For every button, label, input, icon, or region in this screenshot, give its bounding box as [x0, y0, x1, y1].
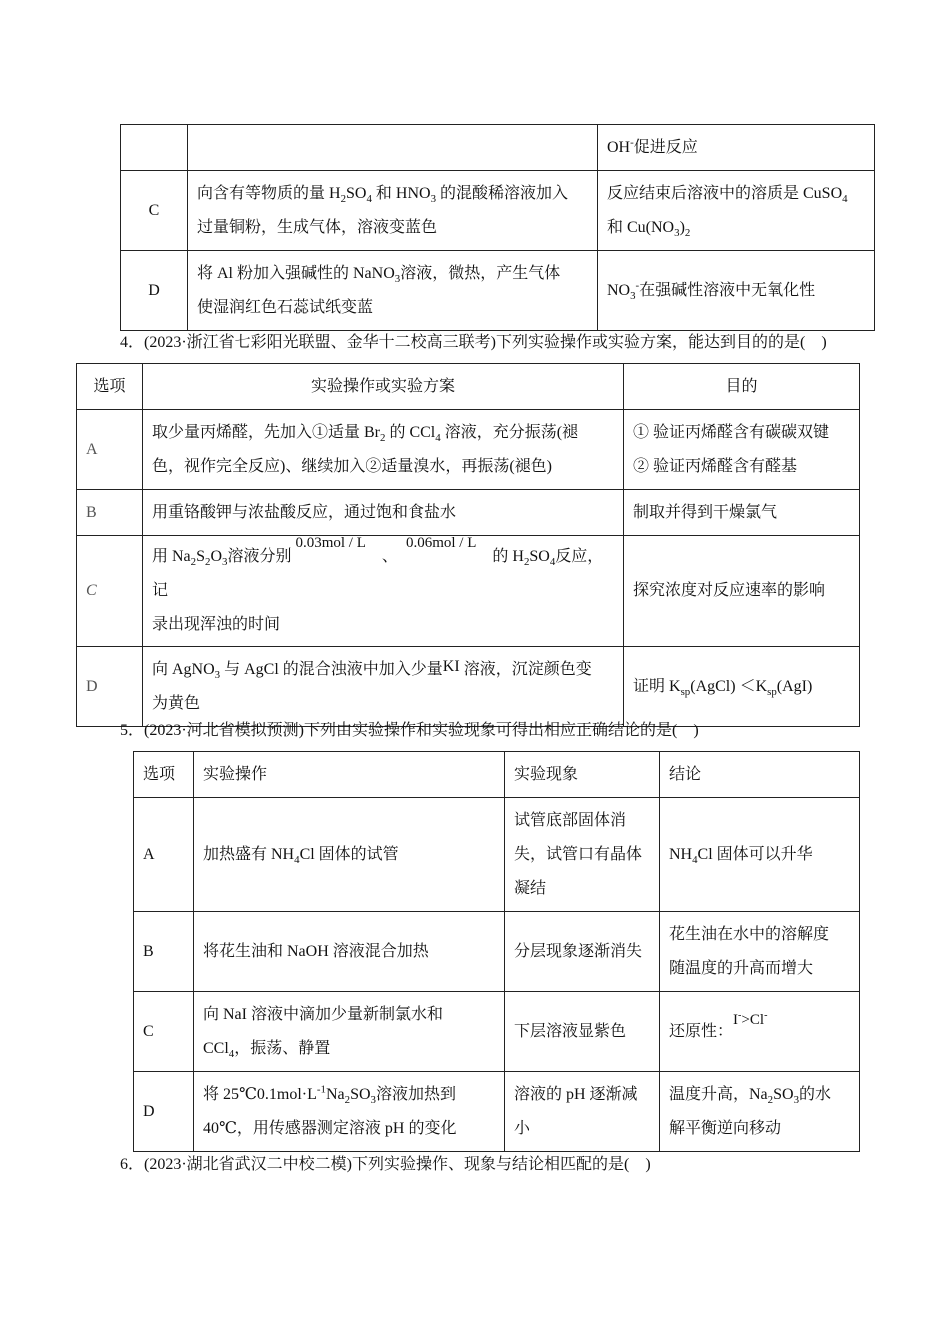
- table-header-row: [134, 752, 860, 798]
- option-label: B: [134, 912, 194, 992]
- option-label: D: [77, 647, 143, 727]
- cell: 将 $25℃0.1mol\cdot L^{-1}Na_2SO_3$溶液加热到 40℃，用传感器测定溶液 pH 的变化: [194, 1072, 505, 1152]
- header-cell: 实验现象: [505, 752, 660, 798]
- cell: 制取并得到干燥氯气: [624, 490, 860, 536]
- table-continued: [120, 124, 875, 331]
- table-row: [77, 410, 860, 490]
- question-5: 5．(2023·河北省模拟预测)下列由实验操作和实验现象可得出相应正确结论的是( ): [120, 722, 699, 739]
- cell: $NH_4Cl$ 固体可以升华: [660, 798, 860, 912]
- cell: ① 验证丙烯醛含有碳碳双键 ② 验证丙烯醛含有醛基: [624, 410, 860, 490]
- cell: 还原性：I->Cl-: [660, 992, 860, 1072]
- header-cell: 选项: [77, 364, 143, 410]
- question-6: 6．(2023·湖北省武汉二中校二模)下列实验操作、现象与结论相匹配的是( ): [120, 1156, 651, 1173]
- cell: 将 Al 粉加入强碱性的 NaNO$_3$溶液，微热，产生气体 使湿润红色石蕊试纸变蓝: [188, 251, 598, 331]
- table-header-row: [77, 364, 860, 410]
- table-row: [134, 912, 860, 992]
- cell: 下层溶液显紫色: [505, 992, 660, 1072]
- cell: 加热盛有 $NH_4Cl$ 固体的试管: [194, 798, 505, 912]
- table-row: [121, 125, 875, 171]
- table-row: [121, 171, 875, 251]
- cell: 探究浓度对反应速率的影响: [624, 536, 860, 647]
- option-label: B: [77, 490, 143, 536]
- cell: 用 $Na_2S_2O_3$溶液分别 0.03mol / L 、 0.06mol / L 的 $H_2SO_4$反应，记 录出现浑浊的时间: [143, 536, 624, 647]
- cell: 温度升高，$Na_2SO_3$的水 解平衡逆向移动: [660, 1072, 860, 1152]
- table-row: [77, 490, 860, 536]
- option-label: A: [134, 798, 194, 912]
- option-label: C: [134, 992, 194, 1072]
- option-label: C: [77, 536, 143, 647]
- cell: 溶液的 pH 逐渐减 小: [505, 1072, 660, 1152]
- table-row: [77, 536, 860, 647]
- cell: 证明 $K_{sp}(AgCl) <K_{sp}(AgI)$: [624, 647, 860, 727]
- table-row: [134, 1072, 860, 1152]
- cell: 用重铬酸钾与浓盐酸反应，通过饱和食盐水: [143, 490, 624, 536]
- header-cell: 目的: [624, 364, 860, 410]
- header-cell: 实验操作或实验方案: [143, 364, 624, 410]
- cell: 反应结束后溶液中的溶质是 CuSO$_4$ 和 $Cu(NO_3)_2$: [598, 171, 875, 251]
- option-label: D: [134, 1072, 194, 1152]
- header-cell: 选项: [134, 752, 194, 798]
- question-4: 4．(2023·浙江省七彩阳光联盟、金华十二校高三联考)下列实验操作或实验方案，能达到目的的是( ): [120, 334, 827, 351]
- option-label: D: [121, 251, 188, 331]
- option-label: C: [121, 171, 188, 251]
- cell: 取少量丙烯醛，先加入①适量 $Br_2$ 的 CCl$_4$ 溶液，充分振荡(褪 色，视作完全反应)、继续加入②适量溴水，再振荡(褪色): [143, 410, 624, 490]
- option-label: A: [77, 410, 143, 490]
- cell: $NO_3^-$在强碱性溶液中无氧化性: [598, 251, 875, 331]
- header-cell: 实验操作: [194, 752, 505, 798]
- cell: 花生油在水中的溶解度 随温度的升高而增大: [660, 912, 860, 992]
- cell: 分层现象逐渐消失: [505, 912, 660, 992]
- cell: 将花生油和 NaOH 溶液混合加热: [194, 912, 505, 992]
- table-row: [134, 798, 860, 912]
- cell: OH-促进反应: [598, 125, 875, 171]
- cell: 试管底部固体消 失，试管口有晶体 凝结: [505, 798, 660, 912]
- table-row: [134, 992, 860, 1072]
- header-cell: 结论: [660, 752, 860, 798]
- table-q4: [76, 363, 860, 727]
- cell: 向含有等物质的量 $H_2SO_4$ 和 $HNO_3$ 的混酸稀溶液加入 过量铜粉，生成气体，溶液变蓝色: [188, 171, 598, 251]
- table-q5: [133, 751, 860, 1152]
- cell: 向 AgNO$_3$ 与 AgCl 的混合浊液中加入少量KI 溶液，沉淀颜色变 为黄色: [143, 647, 624, 727]
- table-row: [121, 251, 875, 331]
- table-row: [77, 647, 860, 727]
- cell: 向 NaI 溶液中滴加少量新制氯水和 CCl$_4$，振荡、静置: [194, 992, 505, 1072]
